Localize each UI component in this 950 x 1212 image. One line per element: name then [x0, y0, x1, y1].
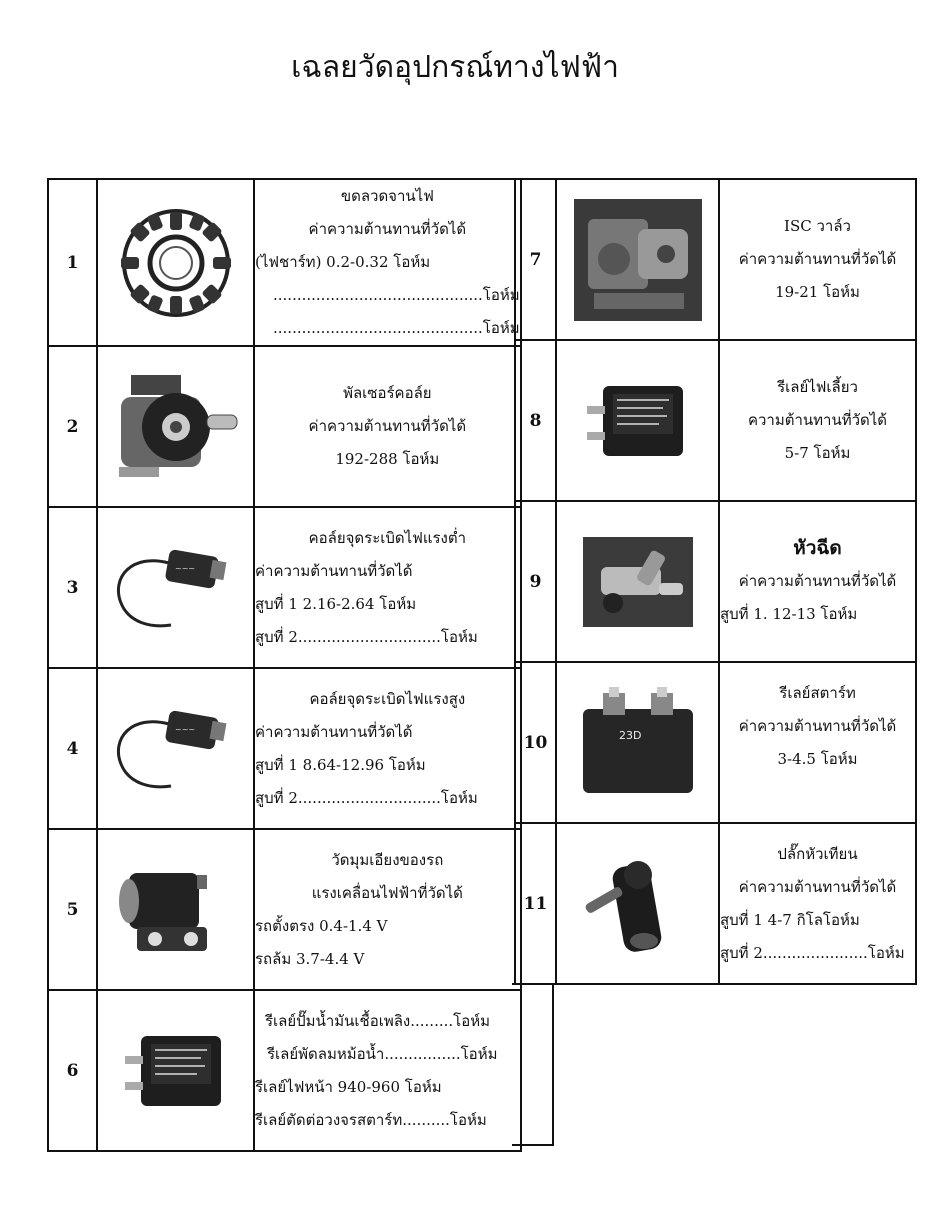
table-row [48, 668, 521, 829]
item-number: 5 [48, 829, 97, 990]
stator-coil-icon [111, 208, 241, 318]
low-voltage-ignition-coil-icon [111, 533, 241, 643]
pulser-coil-icon [111, 367, 241, 487]
table-row [515, 179, 916, 340]
table-row [515, 501, 916, 662]
table-row [515, 662, 916, 823]
relay-box-icon [111, 1016, 241, 1126]
table-row [515, 823, 916, 984]
left-table [47, 178, 522, 1152]
item-number: 11 [515, 823, 556, 984]
item-number: 2 [48, 346, 97, 507]
table-row [515, 340, 916, 501]
item-number: 10 [515, 662, 556, 823]
table-row [48, 179, 521, 346]
fuel-injector-icon [583, 537, 693, 627]
high-voltage-ignition-coil-icon [111, 694, 241, 804]
table-row [48, 990, 521, 1151]
right-table [514, 178, 917, 985]
table-row [48, 507, 521, 668]
item-number: 3 [48, 507, 97, 668]
starter-relay-icon [573, 687, 703, 799]
item-description: คอล์ยจุดระเบิดไฟแรงต่ำ ค่าความต้านทานที่วัดได้ สูบที่ 1 2.16-2.64 โอห์ม สูบที่ 2..............................โอห์ม [254, 507, 521, 668]
table-row [48, 829, 521, 990]
item-description: พัลเซอร์คอล์ย ค่าความต้านทานที่วัดได้ 192-288 โอห์ม [254, 346, 521, 507]
table-row [48, 346, 521, 507]
page-title: เฉลยวัดอุปกรณ์ทางไฟฟ้า [291, 50, 619, 85]
item-description: รีเลย์สตาร์ท ค่าความต้านทานที่วัดได้ 3-4.5 โอห์ม [719, 662, 916, 823]
item-description: วัดมุมเอียงของรถ แรงเคลื่อนไฟฟ้าที่วัดได้ รถตั้งตรง 0.4-1.4 V รถล้ม 3.7-4.4 V [254, 829, 521, 990]
relay-label: 23D [618, 728, 641, 742]
empty-cell [512, 983, 554, 1146]
item-description: รีเลย์ปั๊มน้ำมันเชื้อเพลิง.........โอห์ม รีเลย์พัดลมหม้อน้ำ................โอห์ม รีเลย์ไฟหน้า 940-960 โอห์ม รีเลย์ตัดต่อวงจรสตาร์ท..........โอห์ม [254, 990, 521, 1151]
turn-signal-relay-icon [573, 366, 703, 476]
item-description: หัวฉีด ค่าความต้านทานที่วัดได้ สูบที่ 1. 12-13 โอห์ม [719, 501, 916, 662]
svg-text:~~~: ~~~ [174, 724, 195, 734]
item-description: ขดลวดจานไฟ ค่าความต้านทานที่วัดได้ (ไฟชาร์ท) 0.2-0.32 โอห์ม ............................................โอห์ม ............................................โอห์ม [254, 179, 521, 346]
isc-valve-icon [574, 199, 702, 321]
item-number: 6 [48, 990, 97, 1151]
item-description: ISC วาล์ว ค่าความต้านทานที่วัดได้ 19-21 โอห์ม [719, 179, 916, 340]
spark-plug-cap-icon [578, 849, 698, 959]
item-number: 1 [48, 179, 97, 346]
item-description: รีเลย์ไฟเลี้ยว ความต้านทานที่วัดได้ 5-7 โอห์ม [719, 340, 916, 501]
item-number: 7 [515, 179, 556, 340]
tilt-sensor-icon [111, 855, 241, 965]
item-number: 4 [48, 668, 97, 829]
item-description: ปลั๊กหัวเทียน ค่าความต้านทานที่วัดได้ สูบที่ 1 4-7 กิโลโอห์ม สูบที่ 2......................โอห์ม [719, 823, 916, 984]
item-number: 9 [515, 501, 556, 662]
svg-text:~~~: ~~~ [174, 563, 195, 573]
item-description: คอล์ยจุดระเบิดไฟแรงสูง ค่าความต้านทานที่วัดได้ สูบที่ 1 8.64-12.96 โอห์ม สูบที่ 2..............................โอห์ม [254, 668, 521, 829]
item-number: 8 [515, 340, 556, 501]
